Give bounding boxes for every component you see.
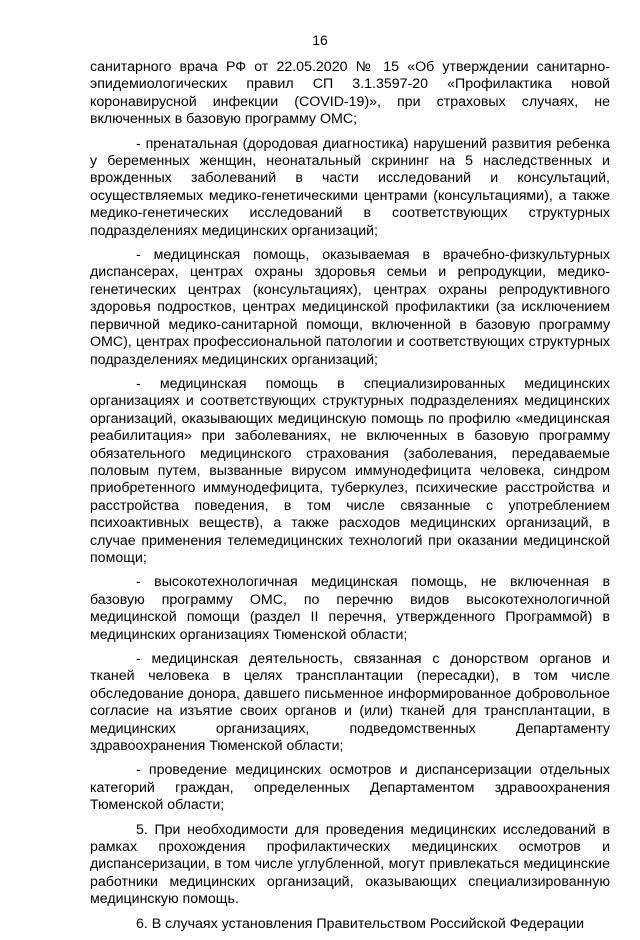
list-item-organ-donation: - медицинская деятельность, связанная с донорством органов и тканей человека в целях трансплантации (пересадки), в том числе обследование донора, давшего письменное информированное добровольное согласие на изъятие своих органов и (или) тканей для трансплантации, в медицинских организациях, подведомственных Департаменту здравоохранения Тюменской области; bbox=[90, 651, 610, 755]
list-item-specialized-organizations: - медицинская помощь в специализированных медицинских организациях и соответствующих структурных подразделениях медицинских организаций, оказывающих медицинскую помощь по профилю «медицинская реабилитация» при заболеваниях, не включенных в базовую программу обязательного медицинского страхования (заболевания, передаваемые половым путем, вызванные вирусом иммунодефицита человека, синдром приобретенного иммунодефицита, туберкулез, психические расстройства и расстройства поведения, в том числе связанные с употреблением психоактивных веществ), а также расходов медицинских организаций, в случае применения телемедицинских технологий при оказании медицинской помощи; bbox=[90, 375, 610, 566]
list-item-high-tech-care: - высокотехнологичная медицинская помощь, не включенная в базовую программу ОМС, по перечню видов высокотехнологичной медицинской помощи (раздел II перечня, утвержденного Программой) в медицинских организациях Тюменской области; bbox=[90, 574, 610, 643]
page-number: 16 bbox=[312, 32, 328, 48]
list-item-medical-centers: - медицинская помощь, оказываемая в врачебно-физкультурных диспансерах, центрах охраны здоровья семьи и репродукции, медико-генетических центрах (консультациях), центрах охраны репродуктивного здоровья подростков, центрах медицинской профилактики (за исключением первичной медико-санитарной помощи, включенной в базовую программу ОМС), центрах профессиональной патологии и соответствующих структурных подразделениях медицинских организаций; bbox=[90, 247, 610, 368]
list-item-medical-examinations: - проведение медицинских осмотров и диспансеризации отдельных категорий граждан, определенных Департаментом здравоохранения Тюменской области; bbox=[90, 762, 610, 814]
numbered-item-6: 6. В случаях установления Правительством Российской Федерации bbox=[136, 915, 585, 932]
list-item-prenatal-diagnostics: - пренатальная (дородовая диагностика) нарушений развития ребенка у беременных женщин, неонатальный скрининг на 5 наследственных и врожденных заболеваний в части исследований и консультаций, осуществляемых медико-генетическими центрами (консультациями), а также медико-генетических исследований в соответствующих структурных подразделениях медицинских организаций; bbox=[90, 135, 610, 239]
paragraph-continuation: санитарного врача РФ от 22.05.2020 № 15 «Об утверждении санитарно-эпидемиологических правил СП 3.1.3597-20 «Профилактика новой коронавирусной инфекции (COVID-19)», при страховых случаях, не включенных в базовую программу ОМС; bbox=[90, 59, 610, 128]
document-body bbox=[90, 59, 610, 940]
numbered-item-5: 5. При необходимости для проведения медицинских исследований в рамках прохождения профилактических медицинских осмотров и диспансеризации, в том числе углубленной, могут привлекаться медицинские работники медицинских организаций, оказывающих специализированную медицинскую помощь. bbox=[90, 821, 610, 908]
